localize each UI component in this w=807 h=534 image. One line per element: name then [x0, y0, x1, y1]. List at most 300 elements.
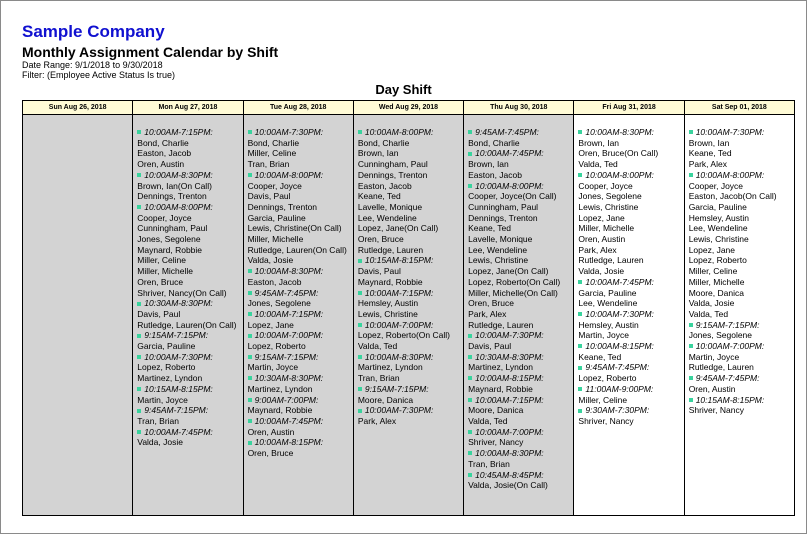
shift-time-slot: [468, 352, 573, 363]
employee-name: Bond, Charlie: [137, 137, 189, 148]
day-cell-sat: [684, 115, 794, 516]
shift-time-slot: [578, 127, 683, 138]
shift-time-slot: [137, 202, 242, 213]
employee-name: Lopez, Roberto: [578, 373, 637, 384]
employee-name: Dennings, Trenton: [468, 212, 538, 223]
shift-time-slot: [248, 395, 353, 406]
shift-time-slot: [248, 373, 353, 384]
employee-name: Davis, Paul: [357, 266, 401, 277]
filter-text: Filter: (Employee Active Status Is true): [22, 70, 176, 80]
slot-bullet-icon: [689, 398, 693, 402]
employee-name: Lopez, Jane(On Call): [357, 223, 439, 234]
calendar-header-row: [23, 101, 795, 115]
employee-name: Easton, Jacob: [468, 169, 522, 180]
shift-time-label: 10:00AM-7:15PM:: [254, 308, 324, 319]
shift-time-slot: [358, 320, 463, 331]
shift-time-label: 10:30AM-8:30PM:: [254, 373, 324, 384]
shift-time-label: 10:00AM-7:30PM:: [695, 127, 765, 137]
slot-bullet-icon: [358, 259, 362, 263]
slot-bullet-icon: [578, 130, 582, 134]
shift-time-slot: [137, 384, 242, 395]
slot-bullet-icon: [578, 344, 582, 348]
shift-time-slot: [689, 320, 794, 331]
employee-name: Martin, Joyce: [247, 362, 299, 373]
day-cell-sun: [23, 115, 133, 516]
employee-name: Shriver, Nancy(On Call): [137, 287, 227, 298]
shift-time-slot: [248, 170, 353, 181]
employee-name: Valda, Josie: [578, 266, 625, 277]
shift-time-label: 10:00AM-7:30PM:: [144, 351, 213, 362]
shift-time-label: 10:00AM-8:00PM:: [475, 180, 544, 191]
slot-bullet-icon: [468, 130, 472, 134]
employee-name: Lee, Wendeline: [578, 298, 638, 309]
employee-name: Brown, Ian: [688, 137, 730, 148]
employee-name: Dennings, Trenton: [137, 191, 207, 202]
employee-name: Jones, Segolene: [137, 234, 201, 245]
employee-name: Park, Alex: [578, 244, 617, 255]
employee-name: Jones, Segolene: [578, 191, 642, 202]
shift-time-slot: [689, 170, 794, 181]
employee-name: Miller, Celine: [688, 266, 738, 277]
employee-name: Lopez, Jane: [688, 244, 736, 255]
employee-name: Tran, Brian: [468, 458, 510, 469]
day-cell-mon: [133, 115, 243, 516]
slot-bullet-icon: [248, 334, 252, 338]
employee-name: Lewis, Christine(On Call): [247, 223, 342, 234]
slot-bullet-icon: [358, 355, 362, 359]
employee-name: Dennings, Trenton: [247, 201, 318, 212]
employee-name: Park, Alex: [357, 415, 397, 426]
employee-name: Martinez, Lyndon: [247, 383, 313, 394]
employee-name: Park, Alex: [688, 159, 727, 170]
employee-name: Miller, Michelle: [137, 266, 194, 277]
shift-time-slot: [578, 362, 683, 373]
shift-time-label: 10:45AM-8:45PM:: [475, 469, 544, 480]
shift-time-label: 9:15AM-7:15PM:: [364, 383, 429, 394]
shift-time-slot: [689, 373, 794, 384]
employee-name: Moore, Danica: [688, 287, 744, 298]
employee-name: Oren, Austin: [247, 426, 295, 437]
slot-bullet-icon: [578, 409, 582, 413]
slot-bullet-icon: [689, 376, 693, 380]
employee-name: Maynard, Robbie: [357, 276, 423, 287]
employee-name: Valda, Ted: [468, 415, 508, 426]
employee-name: Lewis, Christine: [578, 201, 639, 212]
slot-bullet-icon: [137, 409, 141, 413]
slot-bullet-icon: [248, 376, 252, 380]
shift-time-label: 10:00AM-7:45PM:: [144, 426, 213, 437]
shift-time-slot: [358, 288, 463, 299]
day-header-thu: Thu Aug 30, 2018: [464, 101, 574, 115]
shift-time-slot: [358, 405, 463, 416]
employee-name: Martin, Joyce: [578, 330, 629, 341]
employee-name: Davis, Paul: [137, 308, 181, 319]
employee-name: Lavelle, Monique: [468, 234, 533, 245]
employee-name: Rutledge, Lauren(On Call): [137, 319, 237, 330]
shift-time-label: 10:00AM-8:15PM:: [475, 373, 544, 384]
employee-name: Oren, Bruce(On Call): [578, 148, 659, 159]
shift-time-slot: [358, 255, 463, 266]
shift-time-slot: [137, 298, 242, 309]
slot-bullet-icon: [578, 312, 582, 316]
day-header-tue: Tue Aug 28, 2018: [243, 101, 353, 115]
employee-name: Maynard, Robbie: [247, 405, 313, 416]
day-header-fri: Fri Aug 31, 2018: [574, 101, 684, 115]
shift-time-label: 9:30AM-7:30PM:: [585, 405, 650, 416]
slot-bullet-icon: [248, 173, 252, 177]
employee-name: Garcia, Pauline: [578, 287, 637, 298]
employee-name: Cunningham, Paul: [357, 159, 428, 170]
shift-time-label: 10:00AM-7:00PM:: [695, 341, 765, 352]
company-name: Sample Company: [22, 22, 165, 41]
shift-time-slot: [689, 395, 794, 406]
employee-name: Martinez, Lyndon: [357, 362, 423, 373]
employee-name: Bond, Charlie: [357, 137, 410, 148]
shift-time-slot: [248, 416, 353, 427]
slot-bullet-icon: [358, 323, 362, 327]
employee-name: Tran, Brian: [357, 373, 400, 384]
employee-name: Martin, Joyce: [137, 394, 188, 405]
shift-time-label: 10:00AM-8:00PM:: [585, 169, 654, 180]
shift-title: Day Shift: [375, 82, 432, 97]
slot-bullet-icon: [358, 387, 362, 391]
day-header-wed: Wed Aug 29, 2018: [353, 101, 463, 115]
shift-time-label: 10:00AM-7:15PM:: [475, 394, 544, 405]
shift-time-label: 10:00AM-8:30PM:: [475, 448, 544, 459]
shift-time-label: 9:45AM-7:45PM:: [254, 287, 319, 298]
shift-time-slot: [578, 405, 683, 416]
slot-bullet-icon: [137, 334, 141, 338]
employee-name: Rutledge, Lauren(On Call): [247, 244, 347, 255]
shift-time-slot: [248, 127, 353, 138]
slot-bullet-icon: [578, 173, 582, 177]
shift-time-label: 10:00AM-7:00PM:: [364, 319, 434, 330]
employee-name: Oren, Bruce: [137, 276, 184, 287]
employee-name: Rutledge, Lauren: [357, 244, 424, 255]
shift-time-slot: [468, 148, 573, 159]
shift-time-label: 9:00AM-7:00PM:: [254, 394, 319, 405]
slot-bullet-icon: [137, 130, 141, 134]
employee-name: Miller, Michelle(On Call): [468, 287, 558, 298]
shift-time-slot: [137, 170, 242, 181]
shift-time-slot: [468, 427, 573, 438]
employee-name: Cooper, Joyce: [247, 180, 302, 191]
shift-time-label: 10:00AM-7:30PM:: [364, 405, 434, 416]
employee-name: Shriver, Nancy: [468, 437, 524, 448]
shift-time-slot: [578, 384, 683, 395]
shift-time-label: 10:30AM-8:30PM:: [144, 298, 213, 309]
employee-name: Miller, Celine: [578, 394, 628, 405]
shift-time-label: 10:00AM-8:00PM:: [695, 169, 765, 180]
employee-name: Park, Alex: [468, 308, 507, 319]
slot-bullet-icon: [137, 173, 141, 177]
day-cell-fri: [574, 115, 684, 516]
shift-time-label: 10:30AM-8:30PM:: [475, 351, 544, 362]
shift-time-label: 10:00AM-7:15PM:: [144, 127, 213, 137]
employee-name: Lavelle, Monique: [357, 201, 423, 212]
day-header-sat: Sat Sep 01, 2018: [684, 101, 794, 115]
shift-time-slot: [248, 309, 353, 320]
shift-time-label: 10:00AM-7:45PM:: [585, 276, 654, 287]
day-cell-wed: [353, 115, 463, 516]
employee-name: Brown, Ian: [578, 137, 620, 148]
employee-name: Rutledge, Lauren: [688, 362, 754, 373]
employee-name: Cunningham, Paul: [137, 223, 208, 234]
shift-time-label: 10:00AM-8:30PM:: [254, 266, 324, 277]
slot-bullet-icon: [248, 441, 252, 445]
date-range: Date Range: 9/1/2018 to 9/30/2018: [22, 60, 163, 70]
shift-time-label: 9:45AM-7:45PM:: [475, 127, 539, 137]
employee-name: Lewis, Christine: [357, 308, 418, 319]
shift-time-slot: [137, 352, 242, 363]
shift-time-label: 10:00AM-8:30PM:: [144, 169, 213, 180]
shift-time-label: 10:00AM-7:00PM:: [254, 330, 324, 341]
employee-name: Lopez, Roberto: [247, 341, 306, 352]
slot-bullet-icon: [689, 344, 693, 348]
shift-time-label: 10:00AM-8:15PM:: [585, 341, 654, 352]
shift-time-label: 10:00AM-7:30PM:: [585, 308, 654, 319]
slot-bullet-icon: [137, 355, 141, 359]
shift-time-slot: [468, 181, 573, 192]
employee-name: Valda, Josie(On Call): [468, 480, 548, 491]
employee-name: Hemsley, Austin: [578, 319, 639, 330]
day-cell-tue: [243, 115, 353, 516]
shift-time-label: 10:00AM-7:45PM:: [254, 415, 324, 426]
shift-time-slot: [248, 352, 353, 363]
shift-time-label: 9:15AM-7:15PM:: [254, 351, 319, 362]
employee-name: Oren, Bruce: [357, 234, 404, 245]
slot-bullet-icon: [468, 473, 472, 477]
employee-name: Lopez, Jane: [247, 319, 294, 330]
employee-name: Lewis, Christine: [468, 255, 529, 266]
employee-name: Easton, Jacob: [357, 180, 412, 191]
employee-name: Cooper, Joyce: [578, 180, 633, 191]
shift-time-label: 10:00AM-8:15PM:: [254, 437, 324, 448]
report-title: Monthly Assignment Calendar by Shift: [22, 44, 279, 60]
employee-name: Lopez, Jane: [578, 212, 625, 223]
calendar-week-row: [23, 115, 795, 516]
employee-name: Keane, Ted: [578, 351, 622, 362]
slot-bullet-icon: [358, 409, 362, 413]
slot-bullet-icon: [689, 130, 693, 134]
shift-time-label: 10:00AM-8:30PM:: [364, 351, 434, 362]
employee-name: Brown, Ian: [357, 148, 399, 159]
slot-bullet-icon: [689, 173, 693, 177]
employee-name: Lopez, Roberto: [137, 362, 196, 373]
employee-name: Hemsley, Austin: [688, 212, 749, 223]
employee-name: Lopez, Roberto: [688, 255, 747, 266]
employee-name: Maynard, Robbie: [468, 383, 533, 394]
slot-bullet-icon: [248, 269, 252, 273]
shift-time-slot: [468, 330, 573, 341]
shift-time-label: 10:15AM-8:15PM:: [695, 394, 765, 405]
shift-time-slot: [689, 127, 794, 138]
shift-time-label: 10:00AM-8:00PM:: [364, 127, 434, 137]
shift-time-label: 10:00AM-8:00PM:: [144, 201, 213, 212]
employee-name: Tran, Brian: [247, 159, 290, 170]
employee-name: Moore, Danica: [357, 394, 414, 405]
shift-time-label: 10:15AM-8:15PM:: [364, 255, 434, 266]
shift-time-slot: [358, 352, 463, 363]
slot-bullet-icon: [248, 130, 252, 134]
employee-name: Martinez, Lyndon: [468, 362, 534, 373]
shift-time-slot: [137, 127, 242, 138]
employee-name: Miller, Michelle: [247, 234, 304, 245]
employee-name: Garcia, Pauline: [247, 212, 306, 223]
slot-bullet-icon: [468, 334, 472, 338]
employee-name: Oren, Austin: [688, 383, 736, 394]
slot-bullet-icon: [468, 451, 472, 455]
employee-name: Lee, Wendeline: [357, 212, 417, 223]
employee-name: Miller, Michelle: [578, 223, 635, 234]
employee-name: Lopez, Jane(On Call): [468, 266, 549, 277]
employee-name: Valda, Ted: [357, 341, 398, 352]
slot-bullet-icon: [137, 205, 141, 209]
shift-time-slot: [689, 341, 794, 352]
employee-name: Lewis, Christine: [688, 234, 749, 245]
employee-name: Lee, Wendeline: [468, 244, 528, 255]
employee-name: Jones, Segolene: [247, 298, 311, 309]
employee-name: Cooper, Joyce: [688, 180, 744, 191]
employee-name: Jones, Segolene: [688, 330, 753, 341]
shift-time-label: 10:15AM-8:15PM:: [144, 383, 213, 394]
employee-name: Garcia, Pauline: [688, 201, 747, 212]
employee-name: Keane, Ted: [688, 148, 732, 159]
shift-time-label: 10:00AM-7:00PM:: [475, 426, 544, 437]
employee-name: Brown, Ian(On Call): [137, 180, 212, 191]
employee-name: Oren, Bruce: [247, 448, 294, 459]
shift-time-slot: [468, 373, 573, 384]
slot-bullet-icon: [137, 387, 141, 391]
employee-name: Miller, Celine: [137, 255, 186, 266]
employee-name: Shriver, Nancy: [578, 415, 634, 426]
shift-time-slot: [358, 384, 463, 395]
shift-time-label: 9:45AM-7:15PM:: [144, 405, 209, 416]
shift-time-label: 9:45AM-7:45PM:: [585, 362, 650, 373]
shift-time-label: 10:00AM-8:00PM:: [254, 169, 324, 180]
employee-name: Cunningham, Paul: [468, 201, 539, 212]
slot-bullet-icon: [248, 355, 252, 359]
shift-time-label: 10:00AM-7:30PM:: [254, 127, 324, 137]
shift-time-slot: [137, 427, 242, 438]
shift-time-slot: [468, 470, 573, 481]
shift-time-slot: [578, 170, 683, 181]
slot-bullet-icon: [137, 430, 141, 434]
shift-time-label: 11:00AM-9:00PM:: [585, 383, 654, 394]
employee-name: Bond, Charlie: [247, 137, 300, 148]
employee-name: Easton, Jacob(On Call): [688, 191, 777, 202]
shift-time-label: 10:00AM-7:30PM:: [475, 330, 544, 341]
shift-time-slot: [248, 330, 353, 341]
shift-time-slot: [248, 288, 353, 299]
employee-name: Valda, Josie: [137, 437, 183, 448]
employee-name: Martin, Joyce: [688, 351, 740, 362]
employee-name: Cooper, Joyce(On Call): [468, 191, 557, 202]
employee-name: Davis, Paul: [468, 341, 512, 352]
employee-name: Davis, Paul: [247, 191, 291, 202]
employee-name: Rutledge, Lauren: [578, 255, 644, 266]
employee-name: Martinez, Lyndon: [137, 373, 203, 384]
slot-bullet-icon: [248, 291, 252, 295]
employee-name: Hemsley, Austin: [357, 298, 419, 309]
slot-bullet-icon: [248, 398, 252, 402]
employee-name: Valda, Ted: [578, 159, 618, 170]
slot-bullet-icon: [358, 130, 362, 134]
employee-name: Garcia, Pauline: [137, 341, 196, 352]
calendar-table: [22, 100, 795, 516]
slot-bullet-icon: [468, 430, 472, 434]
shift-time-slot: [137, 405, 242, 416]
shift-time-slot: [248, 437, 353, 448]
employee-name: Oren, Bruce: [468, 298, 514, 309]
employee-name: Miller, Michelle: [688, 276, 745, 287]
shift-time-slot: [578, 309, 683, 320]
employee-name: Moore, Danica: [468, 405, 524, 416]
employee-name: Lee, Wendeline: [688, 223, 748, 234]
employee-name: Oren, Austin: [137, 159, 185, 170]
employee-name: Tran, Brian: [137, 415, 180, 426]
employee-name: Miller, Celine: [247, 148, 297, 159]
employee-name: Lopez, Roberto(On Call): [468, 276, 561, 287]
slot-bullet-icon: [468, 398, 472, 402]
employee-name: Valda, Josie: [247, 255, 294, 266]
shift-time-slot: [358, 127, 463, 138]
employee-name: Keane, Ted: [468, 223, 511, 234]
slot-bullet-icon: [689, 323, 693, 327]
shift-time-label: 9:15AM-7:15PM:: [144, 330, 209, 341]
slot-bullet-icon: [578, 366, 582, 370]
day-header-mon: Mon Aug 27, 2018: [133, 101, 243, 115]
employee-name: Shriver, Nancy: [688, 405, 744, 416]
employee-name: Rutledge, Lauren: [468, 319, 534, 330]
shift-time-slot: [468, 395, 573, 406]
employee-name: Maynard, Robbie: [137, 244, 203, 255]
employee-name: Dennings, Trenton: [357, 169, 428, 180]
shift-time-label: 10:00AM-8:30PM:: [585, 127, 654, 137]
employee-name: Bond, Charlie: [468, 137, 520, 148]
shift-time-slot: [468, 127, 573, 138]
shift-time-label: 10:00AM-7:15PM:: [364, 287, 434, 298]
slot-bullet-icon: [468, 184, 472, 188]
employee-name: Oren, Austin: [578, 234, 626, 245]
employee-name: Brown, Ian: [468, 159, 509, 170]
slot-bullet-icon: [137, 302, 141, 306]
shift-time-label: 10:00AM-7:45PM:: [475, 148, 544, 159]
employee-name: Easton, Jacob: [137, 148, 192, 159]
employee-name: Lopez, Roberto(On Call): [357, 330, 450, 341]
employee-name: Cooper, Joyce: [137, 212, 192, 223]
shift-time-label: 9:45AM-7:45PM:: [695, 373, 760, 384]
shift-time-slot: [578, 341, 683, 352]
slot-bullet-icon: [468, 152, 472, 156]
slot-bullet-icon: [358, 291, 362, 295]
employee-name: Valda, Ted: [688, 308, 729, 319]
day-header-sun: Sun Aug 26, 2018: [23, 101, 133, 115]
slot-bullet-icon: [468, 355, 472, 359]
employee-name: Easton, Jacob: [247, 276, 302, 287]
slot-bullet-icon: [578, 387, 582, 391]
slot-bullet-icon: [578, 280, 582, 284]
shift-time-slot: [248, 266, 353, 277]
shift-time-slot: [468, 448, 573, 459]
shift-time-slot: [578, 277, 683, 288]
shift-time-slot: [137, 330, 242, 341]
shift-time-label: 9:15AM-7:15PM:: [695, 319, 760, 330]
slot-bullet-icon: [468, 376, 472, 380]
employee-name: Keane, Ted: [357, 191, 401, 202]
slot-bullet-icon: [248, 419, 252, 423]
day-cell-thu: [464, 115, 574, 516]
